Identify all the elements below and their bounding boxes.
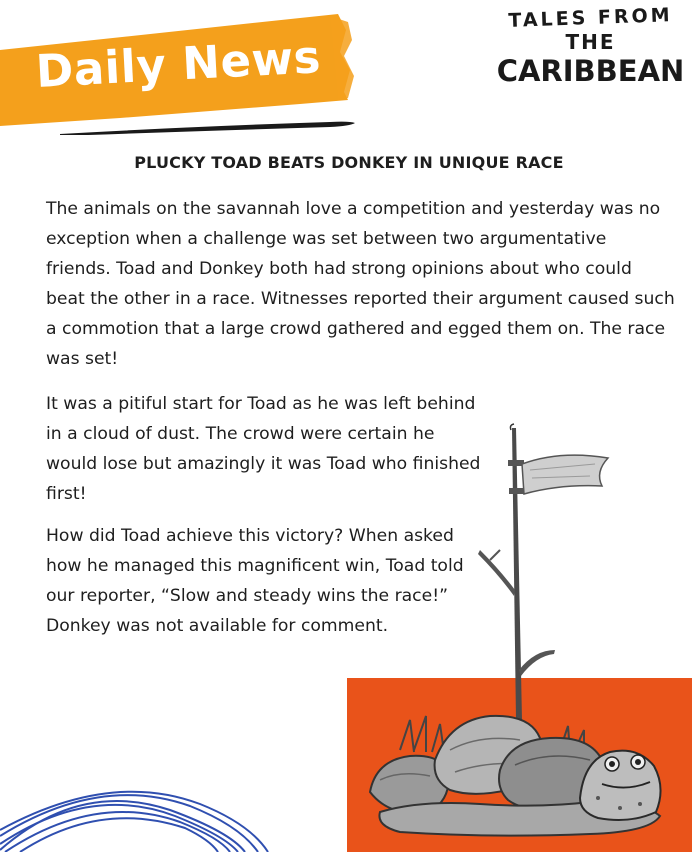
- logo-line-3: CARIBBEAN: [496, 54, 685, 88]
- branch-left: [478, 550, 515, 596]
- article-headline: PLUCKY TOAD BEATS DONKEY IN UNIQUE RACE: [134, 153, 564, 172]
- banner-title: Daily News: [34, 30, 323, 98]
- tales-from-the-caribbean-logo: [493, 6, 688, 96]
- branch-right: [519, 650, 555, 676]
- article-paragraph-3: How did Toad achieve this victory? When asked how he managed this magnificent win, Toad told our reporter, “Slow and steady wins the race!” Donkey was not available for comment.: [46, 526, 464, 636]
- header-banner: [0, 0, 360, 135]
- toad-flag-illustration: [340, 420, 698, 852]
- article-paragraph-2: It was a pitiful start for Toad as he was left behind in a cloud of dust. The crowd were certain he would lose but amazingly it was Toad who finished first!: [46, 394, 481, 504]
- logo-line-1: TALES FROM: [508, 4, 673, 32]
- blue-scribble-decoration: [0, 770, 300, 852]
- flag-pole: [512, 428, 522, 720]
- logo-line-2: THE: [565, 30, 616, 54]
- flag: [522, 455, 608, 494]
- article-paragraph-1: The animals on the savannah love a competition and yesterday was no exception when a challenge was set between two argumentative friends. Toad and Donkey both had strong opinions about who could beat the other in a race. Witnesses reported their argument caused such a commotion that a large crowd gathered and egged them on. The race was set!: [46, 199, 675, 369]
